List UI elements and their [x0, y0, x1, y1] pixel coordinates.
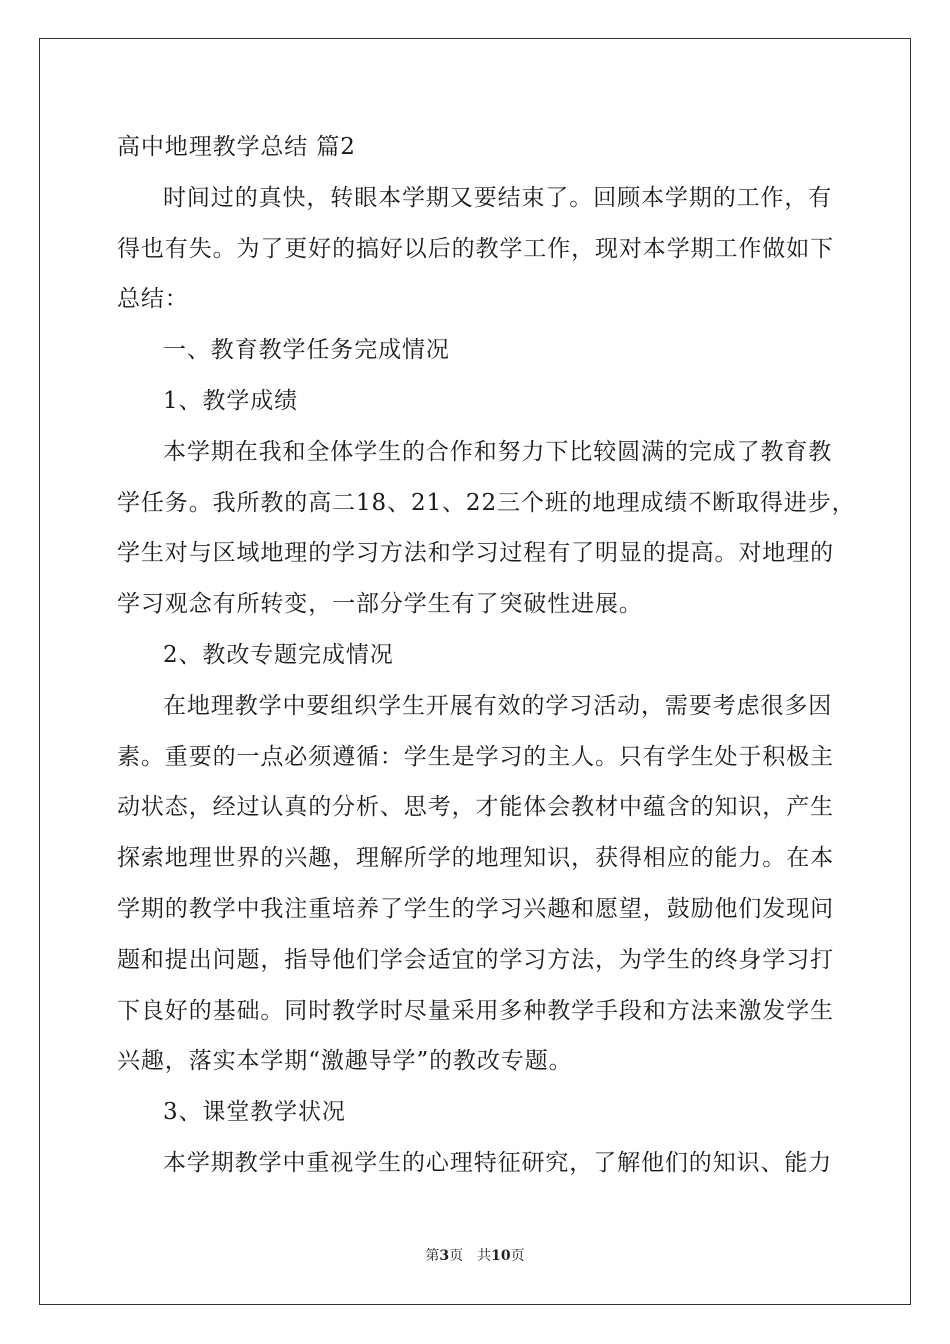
paragraph-line: 学期的教学中我注重培养了学生的学习兴趣和愿望，鼓励他们发现问: [117, 895, 834, 922]
subsection-heading: 2、教改专题完成情况: [163, 641, 394, 668]
paragraph-line: 学生对与区域地理的学习方法和学习过程有了明显的提高。对地理的: [117, 540, 834, 567]
subsection-heading: 3、课堂教学状况: [163, 1099, 346, 1126]
paragraph-line: 题和提出问题，指导他们学会适宜的学习方法，为学生的终身学习打: [117, 946, 834, 973]
document-title: 高中地理教学总结 篇2: [117, 134, 356, 160]
paragraph-line: 学习观念有所转变，一部分学生有了突破性进展。: [117, 591, 643, 618]
page-number-prefix: 第: [425, 1248, 440, 1264]
page-number-mid: 页 共: [449, 1248, 492, 1264]
document-body: [117, 122, 856, 1189]
paragraph-line: 总结：: [117, 286, 189, 313]
paragraph-line: 学任务。我所教的高二18、21、22三个班的地理成绩不断取得进步，: [117, 489, 856, 516]
paragraph-line: 本学期在我和全体学生的合作和努力下比较圆满的完成了教育教: [163, 438, 833, 465]
subsection-heading: 1、教学成绩: [163, 387, 299, 414]
paragraph-line: 时间过的真快，转眼本学期又要结束了。回顾本学期的工作，有: [163, 184, 833, 211]
paragraph-line: 动状态，经过认真的分析、思考，才能体会教材中蕴含的知识，产生: [117, 794, 834, 821]
paragraph-line: 素。重要的一点必须遵循：学生是学习的主人。只有学生处于积极主: [117, 743, 834, 770]
paragraph-line: 得也有失。为了更好的搞好以后的教学工作，现对本学期工作做如下: [117, 235, 834, 262]
page-number-total: 10: [491, 1248, 511, 1264]
page-number-current: 3: [439, 1248, 450, 1264]
paragraph-line: 下良好的基础。同时教学时尽量采用多种教学手段和方法来激发学生: [117, 997, 834, 1024]
paragraph-line: 兴趣，落实本学期“激趣导学”的教改专题。: [117, 1048, 573, 1075]
page-footer: [0, 1245, 950, 1265]
page-number-suffix: 页: [510, 1248, 525, 1264]
section-heading: 一、教育教学任务完成情况: [163, 337, 450, 364]
paragraph-line: 在地理教学中要组织学生开展有效的学习活动，需要考虑很多因: [163, 692, 833, 719]
paragraph-line: 探索地理世界的兴趣，理解所学的地理知识，获得相应的能力。在本: [117, 845, 834, 872]
paragraph-line: 本学期教学中重视学生的心理特征研究，了解他们的知识、能力: [163, 1149, 833, 1176]
